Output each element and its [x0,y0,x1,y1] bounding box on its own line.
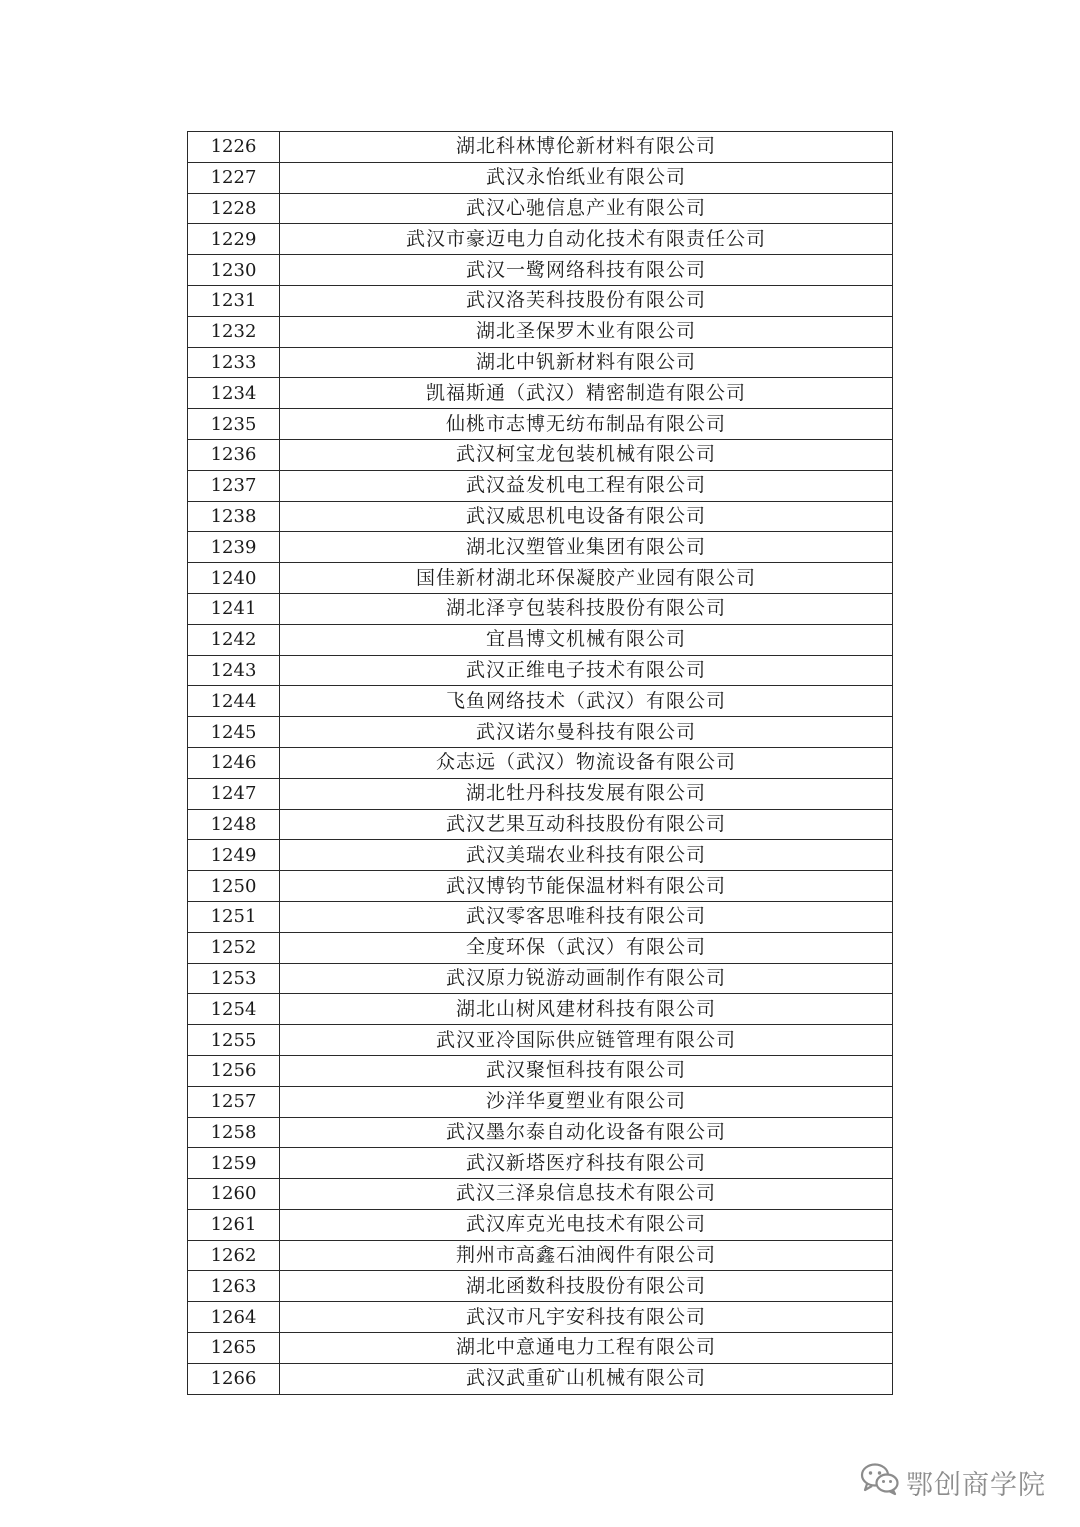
company-name: 武汉一鹭网络科技有限公司 [280,255,893,286]
row-number: 1248 [188,809,280,840]
table-row [188,901,893,932]
table-row [188,1086,893,1117]
table-row [188,593,893,624]
company-name: 武汉益发机电工程有限公司 [280,470,893,501]
company-name: 湖北泽亨包装科技股份有限公司 [280,593,893,624]
company-name: 武汉新塔医疗科技有限公司 [280,1148,893,1179]
table-row [188,316,893,347]
table-row [188,378,893,409]
row-number: 1265 [188,1333,280,1364]
table-row [188,655,893,686]
company-name: 武汉心驰信息产业有限公司 [280,193,893,224]
table-row [188,285,893,316]
table-row [188,1271,893,1302]
row-number: 1251 [188,901,280,932]
company-name: 湖北中钒新材料有限公司 [280,347,893,378]
company-name: 武汉聚恒科技有限公司 [280,1055,893,1086]
row-number: 1257 [188,1086,280,1117]
row-number: 1246 [188,747,280,778]
table-row [188,717,893,748]
row-number: 1239 [188,532,280,563]
table-row [188,132,893,163]
row-number: 1234 [188,378,280,409]
company-name: 荆州市高鑫石油阀件有限公司 [280,1240,893,1271]
table-row [188,1209,893,1240]
table-row [188,193,893,224]
company-name: 武汉亚冷国际供应链管理有限公司 [280,1025,893,1056]
company-list-table [187,131,893,1395]
row-number: 1236 [188,439,280,470]
company-name: 湖北山树风建材科技有限公司 [280,994,893,1025]
company-name: 武汉艺果互动科技股份有限公司 [280,809,893,840]
company-name: 武汉市凡宇安科技有限公司 [280,1302,893,1333]
company-name: 武汉柯宝龙包装机械有限公司 [280,439,893,470]
table-row [188,994,893,1025]
company-name: 武汉原力锐游动画制作有限公司 [280,963,893,994]
row-number: 1261 [188,1209,280,1240]
row-number: 1240 [188,563,280,594]
row-number: 1254 [188,994,280,1025]
table-row [188,1025,893,1056]
company-name: 武汉正维电子技术有限公司 [280,655,893,686]
row-number: 1226 [188,132,280,163]
row-number: 1242 [188,624,280,655]
table-row [188,1302,893,1333]
row-number: 1231 [188,285,280,316]
row-number: 1252 [188,932,280,963]
row-number: 1253 [188,963,280,994]
row-number: 1228 [188,193,280,224]
company-name: 飞鱼网络技术（武汉）有限公司 [280,686,893,717]
table-row [188,563,893,594]
wechat-icon [860,1462,900,1503]
table-row [188,1363,893,1394]
company-name: 众志远（武汉）物流设备有限公司 [280,747,893,778]
table-row [188,871,893,902]
row-number: 1247 [188,778,280,809]
table-row [188,1117,893,1148]
table-row [188,470,893,501]
table-row [188,1179,893,1210]
row-number: 1238 [188,501,280,532]
table-row [188,778,893,809]
row-number: 1232 [188,316,280,347]
row-number: 1262 [188,1240,280,1271]
company-name: 武汉美瑞农业科技有限公司 [280,840,893,871]
table-row [188,409,893,440]
company-name: 武汉博钧节能保温材料有限公司 [280,871,893,902]
company-name: 湖北汉塑管业集团有限公司 [280,532,893,563]
company-name: 武汉市豪迈电力自动化技术有限责任公司 [280,224,893,255]
row-number: 1237 [188,470,280,501]
company-name: 武汉武重矿山机械有限公司 [280,1363,893,1394]
row-number: 1256 [188,1055,280,1086]
table-row [188,532,893,563]
watermark-text: 鄂创商学院 [906,1470,1046,1501]
company-name: 湖北函数科技股份有限公司 [280,1271,893,1302]
row-number: 1266 [188,1363,280,1394]
row-number: 1227 [188,162,280,193]
company-name: 湖北科林博伦新材料有限公司 [280,132,893,163]
company-name: 仙桃市志博无纺布制品有限公司 [280,409,893,440]
company-name: 武汉威思机电设备有限公司 [280,501,893,532]
table-row [188,255,893,286]
company-name: 沙洋华夏塑业有限公司 [280,1086,893,1117]
table-row [188,439,893,470]
table-row [188,1240,893,1271]
row-number: 1230 [188,255,280,286]
company-name: 武汉墨尔泰自动化设备有限公司 [280,1117,893,1148]
row-number: 1241 [188,593,280,624]
table-row [188,809,893,840]
table-row [188,840,893,871]
company-name: 全度环保（武汉）有限公司 [280,932,893,963]
row-number: 1258 [188,1117,280,1148]
row-number: 1255 [188,1025,280,1056]
table-row [188,1148,893,1179]
row-number: 1233 [188,347,280,378]
company-name: 武汉永怡纸业有限公司 [280,162,893,193]
table-row [188,624,893,655]
table-row [188,1055,893,1086]
row-number: 1264 [188,1302,280,1333]
table-row [188,747,893,778]
table-body [188,132,893,1395]
table-row [188,347,893,378]
company-name: 湖北圣保罗木业有限公司 [280,316,893,347]
table-row [188,501,893,532]
company-name: 武汉库克光电技术有限公司 [280,1209,893,1240]
company-name: 凯福斯通（武汉）精密制造有限公司 [280,378,893,409]
company-name: 武汉零客思唯科技有限公司 [280,901,893,932]
company-name: 国佳新材湖北环保凝胶产业园有限公司 [280,563,893,594]
row-number: 1243 [188,655,280,686]
company-name: 湖北牡丹科技发展有限公司 [280,778,893,809]
company-name: 武汉三泽泉信息技术有限公司 [280,1179,893,1210]
company-name: 宜昌博文机械有限公司 [280,624,893,655]
table-row [188,1333,893,1364]
row-number: 1263 [188,1271,280,1302]
row-number: 1235 [188,409,280,440]
row-number: 1245 [188,717,280,748]
table-row [188,932,893,963]
row-number: 1249 [188,840,280,871]
company-name: 湖北中意通电力工程有限公司 [280,1333,893,1364]
table-row [188,963,893,994]
table-row [188,162,893,193]
company-name: 武汉洛芙科技股份有限公司 [280,285,893,316]
row-number: 1250 [188,871,280,902]
row-number: 1260 [188,1179,280,1210]
row-number: 1229 [188,224,280,255]
row-number: 1244 [188,686,280,717]
watermark [860,1462,1046,1503]
company-name: 武汉诺尔曼科技有限公司 [280,717,893,748]
table-row [188,224,893,255]
table-row [188,686,893,717]
row-number: 1259 [188,1148,280,1179]
